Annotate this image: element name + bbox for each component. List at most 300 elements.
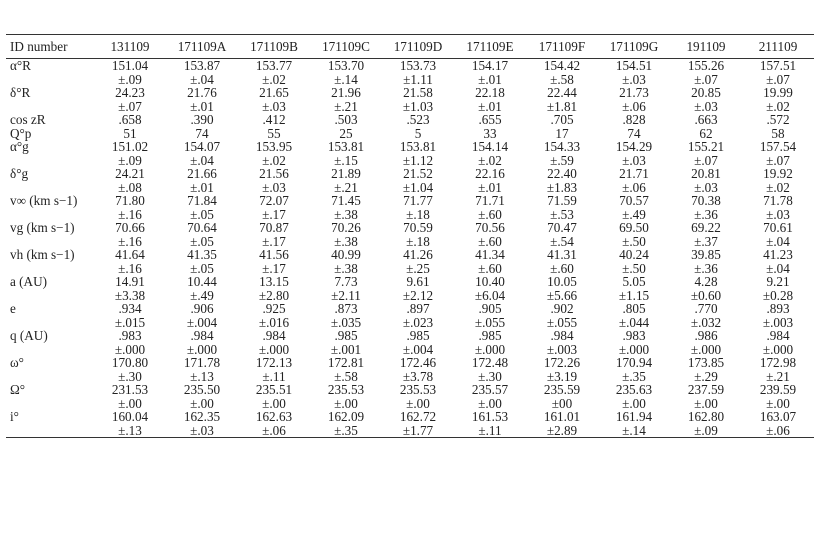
table-cell: ±2.80 — [258, 287, 290, 303]
table-cell: ±.000 — [474, 341, 506, 357]
table-cell: 70.87 — [259, 220, 289, 235]
table-cell: ±.02 — [478, 152, 502, 168]
table-cell: 24.23 — [115, 85, 145, 100]
row-label — [6, 73, 94, 87]
table-row — [6, 275, 814, 289]
table-cell: 70.57 — [619, 193, 649, 208]
table-cell: 153.70 — [327, 58, 365, 73]
table-cell: 153.81 — [399, 139, 437, 154]
row-label — [6, 208, 94, 222]
table-cell: ±.16 — [118, 233, 142, 249]
header-id-cell: 171109C — [322, 38, 370, 54]
header-id-cell: 171109B — [250, 38, 298, 54]
table-cell: .984 — [766, 328, 790, 343]
table-cell: ±.000 — [114, 341, 146, 357]
table-cell: 19.99 — [763, 85, 793, 100]
table-cell: 69.50 — [619, 220, 649, 235]
table-cell: ±.09 — [118, 71, 142, 87]
table-cell: ±.50 — [622, 233, 646, 249]
table-cell: 17 — [555, 125, 569, 141]
table-cell: .984 — [550, 328, 574, 343]
table-cell: ±.21 — [334, 98, 358, 114]
table-cell: ±.37 — [694, 233, 718, 249]
table-cell: .658 — [118, 112, 142, 127]
table-cell: ±5.66 — [546, 287, 578, 303]
table-cell: ±.14 — [622, 422, 646, 438]
table-row — [6, 127, 814, 141]
table-cell: ±1.83 — [546, 179, 578, 195]
table-cell: .663 — [694, 112, 718, 127]
table-cell: .523 — [406, 112, 430, 127]
table-cell: ±00 — [551, 395, 573, 411]
row-label: α°R — [10, 58, 31, 73]
table-cell: 154.42 — [543, 58, 581, 73]
table-cell: ±.18 — [406, 233, 430, 249]
table-cell: ±.000 — [690, 341, 722, 357]
table-cell: 172.48 — [471, 355, 509, 370]
table-row — [6, 221, 814, 235]
table-cell: ±.004 — [402, 341, 434, 357]
table-cell: 172.81 — [327, 355, 365, 370]
row-label: q (AU) — [10, 328, 48, 343]
table-cell: 157.51 — [759, 58, 797, 73]
table-cell: ±.13 — [118, 422, 142, 438]
table-cell: ±.01 — [478, 179, 502, 195]
table-cell: 13.15 — [259, 274, 289, 289]
table-cell: 71.45 — [331, 193, 361, 208]
table-cell: ±1.77 — [402, 422, 434, 438]
table-cell: ±.30 — [478, 368, 502, 384]
table-row — [6, 356, 814, 370]
table-cell: 154.33 — [543, 139, 581, 154]
table-cell: ±.16 — [118, 206, 142, 222]
table-row — [6, 383, 814, 397]
table-cell: 153.73 — [399, 58, 437, 73]
table-cell: ±.17 — [262, 206, 286, 222]
row-label: cos zR — [10, 112, 46, 127]
table-cell: 4.28 — [694, 274, 718, 289]
table-cell: .805 — [622, 301, 646, 316]
table-cell: 21.66 — [187, 166, 217, 181]
table-cell: 173.85 — [687, 355, 725, 370]
table-cell: 41.26 — [403, 247, 433, 262]
table-cell: 70.38 — [691, 193, 721, 208]
header-id-cell: 171109A — [177, 38, 227, 54]
table-cell: 41.31 — [547, 247, 577, 262]
row-label — [6, 370, 94, 384]
table-cell: 5 — [414, 125, 422, 141]
table-cell: ±.60 — [478, 260, 502, 276]
table-cell: 33 — [483, 125, 497, 141]
table-row — [6, 167, 814, 181]
table-cell: ±.00 — [190, 395, 214, 411]
table-cell: ±.35 — [334, 422, 358, 438]
uncertainty-row — [6, 370, 814, 384]
table-cell: 71.77 — [403, 193, 433, 208]
table-cell: ±.02 — [262, 71, 286, 87]
table-cell: .985 — [334, 328, 358, 343]
table-cell: 154.14 — [471, 139, 509, 154]
uncertainty-row — [6, 397, 814, 411]
table-cell: ±.07 — [694, 152, 718, 168]
table-cell: 21.71 — [619, 166, 649, 181]
table-cell: 71.71 — [475, 193, 505, 208]
table-cell: ±.055 — [474, 314, 506, 330]
uncertainty-row — [6, 289, 814, 303]
table-cell: ±.13 — [190, 368, 214, 384]
header-id-cell: 171109D — [393, 38, 443, 54]
table-cell: ±.02 — [766, 179, 790, 195]
table-cell: 21.73 — [619, 85, 649, 100]
table-cell: ±.04 — [190, 71, 214, 87]
uncertainty-row — [6, 208, 814, 222]
table-cell: .655 — [478, 112, 502, 127]
table-cell: 153.87 — [183, 58, 221, 73]
table-cell: 155.26 — [687, 58, 725, 73]
table-cell: 161.53 — [471, 409, 509, 424]
table-cell: 70.26 — [331, 220, 361, 235]
table-cell: 24.21 — [115, 166, 145, 181]
table-cell: 70.59 — [403, 220, 433, 235]
table-cell: 21.52 — [403, 166, 433, 181]
table-cell: 157.54 — [759, 139, 797, 154]
row-label — [6, 316, 94, 330]
row-label — [6, 235, 94, 249]
table-cell: ±.16 — [118, 260, 142, 276]
uncertainty-row — [6, 343, 814, 357]
header-id-cell: 171109E — [466, 38, 514, 54]
table-cell: ±.38 — [334, 206, 358, 222]
table-cell: ±.05 — [190, 233, 214, 249]
table-row — [6, 410, 814, 424]
row-label: α°g — [10, 139, 29, 154]
table-cell: 71.80 — [115, 193, 145, 208]
table-cell: 21.89 — [331, 166, 361, 181]
table-cell: ±1.11 — [403, 71, 433, 87]
row-label: vg (km s−1) — [10, 220, 75, 235]
table-cell: 172.13 — [255, 355, 293, 370]
table-cell: ±.03 — [190, 422, 214, 438]
table-cell: .986 — [694, 328, 718, 343]
row-label: i° — [10, 409, 19, 424]
table-cell: ±1.12 — [402, 152, 434, 168]
table-body — [6, 59, 814, 438]
table-cell: 160.04 — [111, 409, 149, 424]
table-cell: ±.04 — [190, 152, 214, 168]
table-cell: 22.40 — [547, 166, 577, 181]
table-cell: 151.02 — [111, 139, 149, 154]
table-cell: ±.03 — [622, 71, 646, 87]
table-cell: ±2.12 — [402, 287, 434, 303]
uncertainty-row — [6, 181, 814, 195]
table-cell: 22.44 — [547, 85, 577, 100]
row-label — [6, 397, 94, 411]
table-cell: ±.06 — [622, 179, 646, 195]
row-label: ω° — [10, 355, 24, 370]
table-cell: .873 — [334, 301, 358, 316]
table-cell: ±.00 — [766, 395, 790, 411]
table-cell: .902 — [550, 301, 574, 316]
orbital-elements-table — [6, 34, 814, 438]
table-cell: 71.59 — [547, 193, 577, 208]
table-cell: ±.00 — [118, 395, 142, 411]
table-cell: .925 — [262, 301, 286, 316]
uncertainty-row — [6, 316, 814, 330]
table-cell: ±.38 — [334, 260, 358, 276]
row-label: v∞ (km s−1) — [10, 193, 78, 208]
table-cell: 235.51 — [255, 382, 293, 397]
table-cell: ±.05 — [190, 260, 214, 276]
table-cell: ±.00 — [262, 395, 286, 411]
table-cell: ±3.19 — [546, 368, 578, 384]
table-cell: .893 — [766, 301, 790, 316]
table-cell: ±.04 — [766, 260, 790, 276]
table-cell: 71.78 — [763, 193, 793, 208]
table-cell: 41.35 — [187, 247, 217, 262]
table-row — [6, 86, 814, 100]
table-cell: 10.44 — [187, 274, 217, 289]
table-cell: .390 — [190, 112, 214, 127]
table-cell: 55 — [267, 125, 281, 141]
table-cell: ±1.03 — [402, 98, 434, 114]
table-cell: 74 — [195, 125, 209, 141]
header-id-cell: 191109 — [686, 38, 726, 54]
table-cell: ±.07 — [766, 152, 790, 168]
table-cell: 162.09 — [327, 409, 365, 424]
table-cell: ±.000 — [618, 341, 650, 357]
table-cell: 70.66 — [115, 220, 145, 235]
table-cell: .934 — [118, 301, 142, 316]
table-cell: ±.06 — [766, 422, 790, 438]
table-cell: 9.61 — [406, 274, 430, 289]
table-cell: ±.11 — [262, 368, 286, 384]
header-id-cell: 171109G — [609, 38, 659, 54]
table-cell: ±.02 — [766, 98, 790, 114]
table-cell: ±.21 — [334, 179, 358, 195]
table-cell: 155.21 — [687, 139, 725, 154]
table-cell: 172.46 — [399, 355, 437, 370]
table-cell: ±.60 — [478, 206, 502, 222]
table-cell: 14.91 — [115, 274, 145, 289]
table-header — [6, 35, 814, 59]
table-cell: ±.01 — [478, 98, 502, 114]
table-cell: 22.16 — [475, 166, 505, 181]
table-cell: 21.65 — [259, 85, 289, 100]
table-cell: .985 — [478, 328, 502, 343]
table-cell: ±6.04 — [474, 287, 506, 303]
table-cell: ±.000 — [762, 341, 794, 357]
table-cell: ±.14 — [334, 71, 358, 87]
table-cell: ±3.78 — [402, 368, 434, 384]
table-cell: ±.08 — [118, 179, 142, 195]
table-cell: ±.044 — [618, 314, 650, 330]
table-cell: 58 — [771, 125, 785, 141]
table-cell: 21.96 — [331, 85, 361, 100]
row-label: δ°g — [10, 166, 29, 181]
header-id-cell: 131109 — [110, 38, 150, 54]
table-cell: ±.49 — [622, 206, 646, 222]
table-cell: 70.61 — [763, 220, 793, 235]
table-row — [6, 248, 814, 262]
table-cell: 74 — [627, 125, 641, 141]
table-cell: ±.07 — [766, 71, 790, 87]
table-cell: 153.77 — [255, 58, 293, 73]
table-row — [6, 194, 814, 208]
uncertainty-row — [6, 100, 814, 114]
header-id-cell: 171109F — [538, 38, 586, 54]
table-cell: 19.92 — [763, 166, 793, 181]
table-cell: ±.21 — [766, 368, 790, 384]
table-cell: ±.29 — [694, 368, 718, 384]
uncertainty-row — [6, 424, 814, 438]
table-cell: 9.21 — [766, 274, 790, 289]
table-cell: .983 — [118, 328, 142, 343]
table-cell: ±.36 — [694, 260, 718, 276]
uncertainty-row — [6, 154, 814, 168]
table-cell: .984 — [190, 328, 214, 343]
row-label — [6, 343, 94, 357]
table-cell: 162.35 — [183, 409, 221, 424]
table-cell: ±.35 — [622, 368, 646, 384]
row-label: e — [10, 301, 16, 316]
table-cell: 162.72 — [399, 409, 437, 424]
table-cell: ±.03 — [694, 179, 718, 195]
table-cell: ±.06 — [262, 422, 286, 438]
table-cell: ±.59 — [550, 152, 574, 168]
table-cell: ±.000 — [186, 341, 218, 357]
table-cell: 62 — [699, 125, 713, 141]
table-cell: ±2.89 — [546, 422, 578, 438]
table-cell: 41.34 — [475, 247, 505, 262]
table-cell: ±.18 — [406, 206, 430, 222]
table-cell: ±0.28 — [762, 287, 794, 303]
table-cell: ±.004 — [186, 314, 218, 330]
table-cell: ±.016 — [258, 314, 290, 330]
table-cell: ±.06 — [622, 98, 646, 114]
table-cell: 22.18 — [475, 85, 505, 100]
table-cell: 161.94 — [615, 409, 653, 424]
table-cell: 235.57 — [471, 382, 509, 397]
table-cell: 41.56 — [259, 247, 289, 262]
row-label — [6, 181, 94, 195]
table-cell: 151.04 — [111, 58, 149, 73]
table-cell: ±.09 — [118, 152, 142, 168]
table-cell: 69.22 — [691, 220, 721, 235]
table-cell: ±.00 — [622, 395, 646, 411]
table-cell: ±.023 — [402, 314, 434, 330]
table-cell: .897 — [406, 301, 430, 316]
table-cell: ±.09 — [694, 422, 718, 438]
table-cell: 41.64 — [115, 247, 145, 262]
table-row — [6, 113, 814, 127]
table-cell: ±.01 — [190, 98, 214, 114]
table-cell: 51 — [123, 125, 137, 141]
table-cell: ±.07 — [694, 71, 718, 87]
header-id-cell: 211109 — [758, 38, 798, 54]
table-cell: ±.00 — [694, 395, 718, 411]
table-cell: .906 — [190, 301, 214, 316]
table-cell: 231.53 — [111, 382, 149, 397]
table-cell: 20.81 — [691, 166, 721, 181]
table-cell: ±.00 — [478, 395, 502, 411]
table-cell: 163.07 — [759, 409, 797, 424]
table-cell: ±.03 — [694, 98, 718, 114]
table-cell: ±.17 — [262, 260, 286, 276]
table-cell: .705 — [550, 112, 574, 127]
table-cell: 70.47 — [547, 220, 577, 235]
table-cell: ±.58 — [334, 368, 358, 384]
row-label: δ°R — [10, 85, 31, 100]
table-cell: 72.07 — [259, 193, 289, 208]
table-row — [6, 140, 814, 154]
table-cell: 171.78 — [183, 355, 221, 370]
table-cell: 20.85 — [691, 85, 721, 100]
table-cell: 153.95 — [255, 139, 293, 154]
table-cell: 21.76 — [187, 85, 217, 100]
table-cell: ±3.38 — [114, 287, 146, 303]
table-cell: 21.56 — [259, 166, 289, 181]
table-cell: ±.25 — [406, 260, 430, 276]
table-cell: 235.50 — [183, 382, 221, 397]
table-cell: 235.53 — [327, 382, 365, 397]
table-cell: 154.29 — [615, 139, 653, 154]
table-cell: ±.01 — [478, 71, 502, 87]
table-cell: 154.17 — [471, 58, 509, 73]
table-cell: .572 — [766, 112, 790, 127]
table-cell: 235.53 — [399, 382, 437, 397]
header-row — [6, 35, 814, 59]
table-cell: ±.035 — [330, 314, 362, 330]
table-cell: ±.07 — [118, 98, 142, 114]
row-label: vh (km s−1) — [10, 247, 75, 262]
header-label-cell: ID number — [10, 38, 68, 54]
table-cell: ±.032 — [690, 314, 722, 330]
table-cell: ±.04 — [766, 233, 790, 249]
table-cell: ±.000 — [258, 341, 290, 357]
table-cell: 172.98 — [759, 355, 797, 370]
row-label — [6, 154, 94, 168]
table-cell: .770 — [694, 301, 718, 316]
table-cell: 161.01 — [543, 409, 581, 424]
table-cell: 235.63 — [615, 382, 653, 397]
row-label: Ω° — [10, 382, 26, 397]
table-cell: ±.30 — [118, 368, 142, 384]
table-cell: ±.001 — [330, 341, 362, 357]
table-cell: ±.01 — [190, 179, 214, 195]
table-cell: ±2.11 — [331, 287, 361, 303]
table-cell: 70.64 — [187, 220, 217, 235]
table-cell: ±.03 — [622, 152, 646, 168]
uncertainty-row — [6, 235, 814, 249]
table-cell: ±.17 — [262, 233, 286, 249]
table-cell: 237.59 — [687, 382, 725, 397]
table-cell: ±.15 — [334, 152, 358, 168]
table-cell: 170.80 — [111, 355, 149, 370]
table-cell: ±.60 — [478, 233, 502, 249]
table-cell: ±.49 — [190, 287, 214, 303]
table-cell: .905 — [478, 301, 502, 316]
table-cell: ±.50 — [622, 260, 646, 276]
table-cell: ±1.15 — [618, 287, 650, 303]
uncertainty-row — [6, 73, 814, 87]
table-cell: 10.05 — [547, 274, 577, 289]
table-cell: 153.81 — [327, 139, 365, 154]
table-cell: ±.03 — [262, 98, 286, 114]
table-cell: 39.85 — [691, 247, 721, 262]
table-cell: 162.63 — [255, 409, 293, 424]
table-cell: 40.24 — [619, 247, 649, 262]
table-cell: 5.05 — [622, 274, 646, 289]
